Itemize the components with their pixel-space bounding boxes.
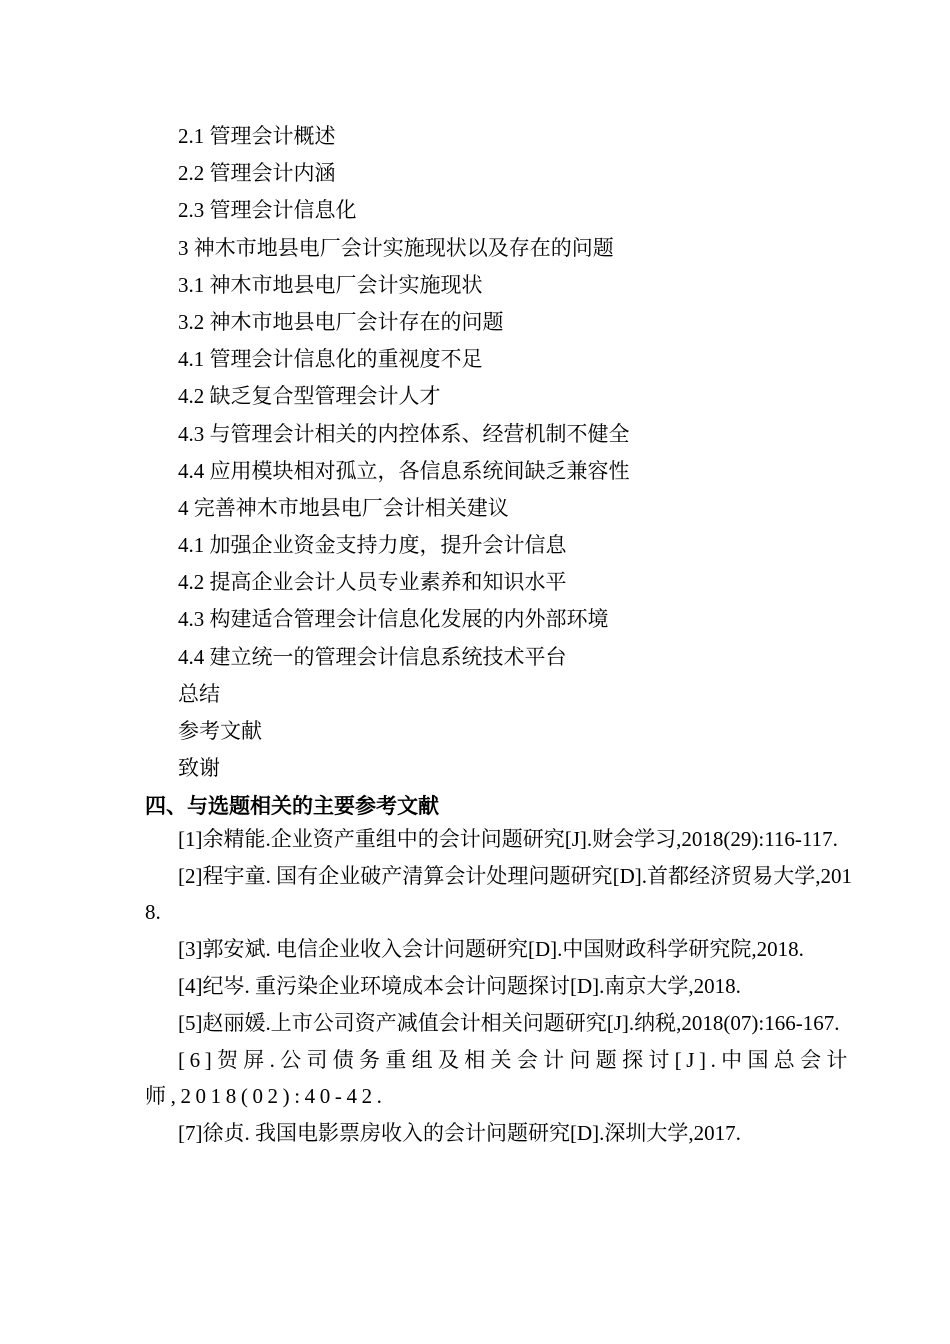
- outline-item: 致谢: [178, 756, 220, 781]
- outline-item: 4.3 构建适合管理会计信息化发展的内外部环境: [178, 607, 609, 632]
- references-heading: 四、与选题相关的主要参考文献: [145, 794, 439, 818]
- outline-item: 4.1 管理会计信息化的重视度不足: [178, 347, 483, 372]
- outline-item: 2.3 管理会计信息化: [178, 198, 357, 223]
- outline-item: 3.1 神木市地县电厂会计实施现状: [178, 272, 483, 297]
- reference-item: [6]贺屏.公司债务重组及相关会计问题探讨[J].中国总会计师,2018(02):40-42.: [145, 1048, 852, 1108]
- reference-item: [7]徐贞. 我国电影票房收入的会计问题研究[D].深圳大学,2017.: [178, 1121, 741, 1145]
- outline-list: [178, 118, 878, 787]
- reference-item: [3]郭安斌. 电信企业收入会计问题研究[D].中国财政科学研究院,2018.: [178, 937, 804, 961]
- outline-item: 4.4 应用模块相对孤立，各信息系统间缺乏兼容性: [178, 458, 630, 483]
- reference-item: [2]程宇童. 国有企业破产清算会计处理问题研究[D].首都经济贸易大学,2018.: [145, 864, 852, 924]
- outline-item: 2.1 管理会计概述: [178, 124, 336, 148]
- outline-item: 3 神木市地县电厂会计实施现状以及存在的问题: [178, 235, 614, 260]
- outline-item: 3.2 神木市地县电厂会计存在的问题: [178, 309, 504, 334]
- outline-item: 4.1 加强企业资金支持力度，提升会计信息: [178, 533, 567, 558]
- outline-item: 总结: [178, 681, 220, 706]
- outline-item: 4.3 与管理会计相关的内控体系、经营机制不健全: [178, 421, 630, 446]
- outline-item: 4.4 建立统一的管理会计信息系统技术平台: [178, 644, 567, 669]
- outline-item: 4.2 缺乏复合型管理会计人才: [178, 384, 441, 409]
- reference-item: [5]赵丽媛.上市公司资产减值会计相关问题研究[J].纳税,2018(07):166-167.: [178, 1011, 840, 1035]
- outline-item: 4 完善神木市地县电厂会计相关建议: [178, 495, 509, 520]
- outline-item: 参考文献: [178, 719, 262, 743]
- references-section: [145, 791, 852, 1151]
- reference-item: [1]余精能.企业资产重组中的会计问题研究[J].财会学习,2018(29):116-117.: [178, 827, 838, 851]
- outline-item: 2.2 管理会计内涵: [178, 161, 336, 186]
- reference-item: [4]纪岑. 重污染企业环境成本会计问题探讨[D].南京大学,2018.: [178, 974, 741, 998]
- outline-item: 4.2 提高企业会计人员专业素养和知识水平: [178, 570, 567, 595]
